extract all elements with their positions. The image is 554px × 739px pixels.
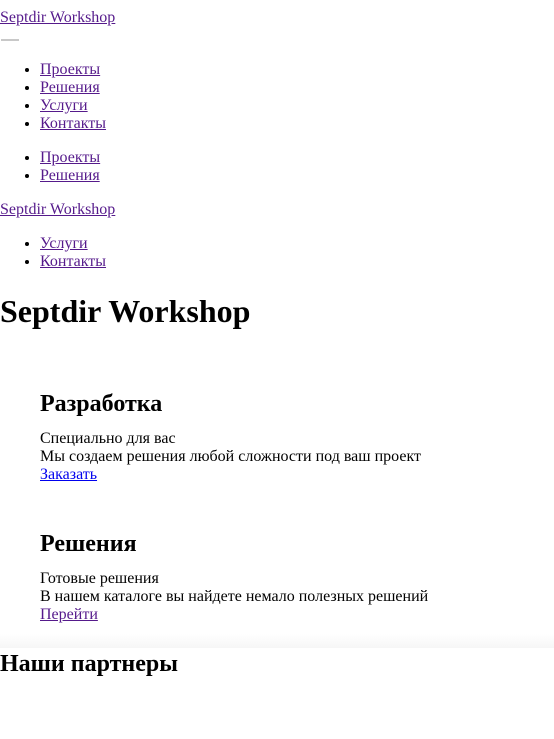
nav-item-services	[40, 97, 106, 115]
menu-toggle-button[interactable]	[1, 39, 19, 41]
nav-link-projects[interactable]: Проекты	[40, 61, 101, 78]
service-card-solutions	[40, 530, 428, 624]
go-link[interactable]: Перейти	[40, 606, 98, 623]
nav-item-services	[40, 235, 106, 253]
partners-heading: Наши партнеры	[0, 651, 178, 677]
nav-link-solutions[interactable]: Решения	[40, 167, 100, 184]
main-nav	[0, 61, 106, 133]
order-link[interactable]: Заказать	[40, 466, 98, 483]
nav-link-services[interactable]: Услуги	[40, 97, 88, 114]
nav-item-projects	[40, 149, 100, 167]
service-subtitle: Готовые решения	[40, 570, 159, 587]
service-description: В нашем каталоге вы найдете немало полезных решений	[40, 588, 429, 605]
nav-brand-link[interactable]: Septdir Workshop	[0, 201, 116, 218]
nav-item-solutions	[40, 167, 100, 185]
section-divider	[0, 634, 554, 648]
brand-link[interactable]: Septdir Workshop	[0, 9, 116, 26]
nav-item-contacts	[40, 253, 106, 271]
nav-link-solutions[interactable]: Решения	[40, 79, 100, 96]
nav-item-contacts	[40, 115, 106, 133]
nav-link-contacts[interactable]: Контакты	[40, 253, 107, 270]
service-card-development	[40, 390, 421, 484]
service-title: Решения	[40, 531, 137, 557]
nav-item-solutions	[40, 79, 106, 97]
service-description: Мы создаем решения любой сложности под ваш проект	[40, 448, 422, 465]
page-title: Septdir Workshop	[0, 293, 251, 329]
service-title: Разработка	[40, 391, 163, 417]
nav-link-projects[interactable]: Проекты	[40, 149, 101, 166]
nav-item-projects	[40, 61, 106, 79]
nav-link-contacts[interactable]: Контакты	[40, 115, 107, 132]
split-nav-left	[0, 149, 100, 185]
split-nav-right	[0, 235, 106, 271]
nav-link-services[interactable]: Услуги	[40, 235, 88, 252]
service-subtitle: Специально для вас	[40, 430, 176, 447]
